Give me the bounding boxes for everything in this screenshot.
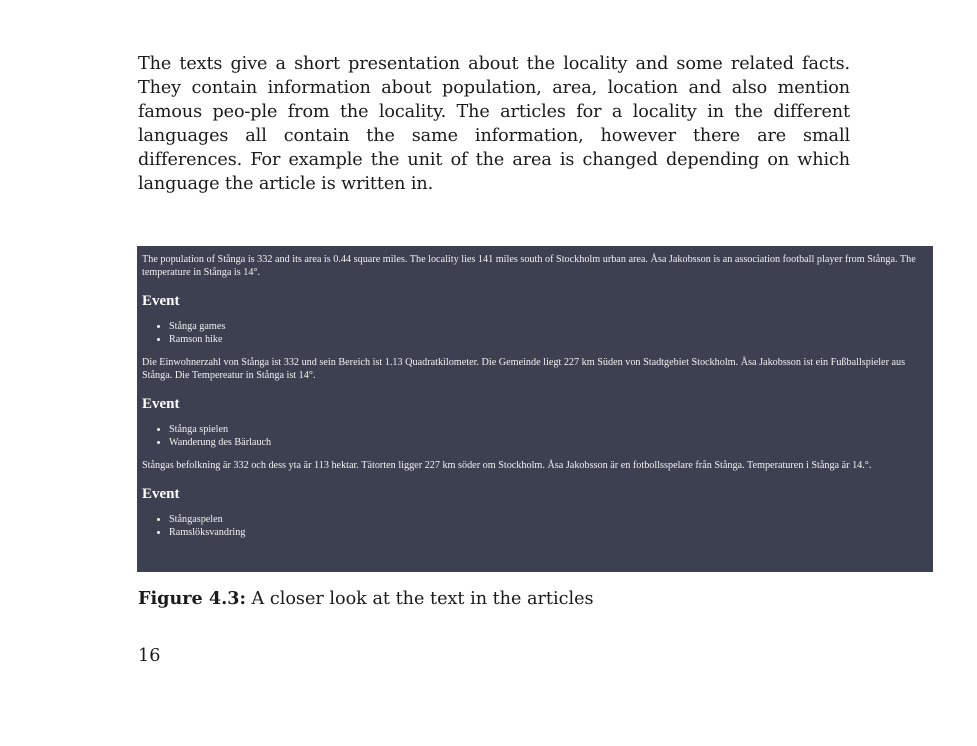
english-event-list — [142, 320, 928, 346]
english-event-item: • Ramson hike — [169, 333, 928, 346]
english-event-item: • Stånga games — [169, 320, 928, 333]
swedish-event-list — [142, 513, 928, 539]
swedish-event-item: • Stångaspelen — [169, 513, 928, 526]
intro-paragraph: The texts give a short presentation about the locality and some related facts. They contain information about population, area, location and also mention famous peo-ple from the locality. The articles for a locality in the different languages all contain the same information, however there are small differences. For example the unit of the area is changed depending on which language the article is written in. — [138, 54, 850, 194]
figure-caption-label: Figure 4.3: — [138, 588, 246, 609]
swedish-article-paragraph: Stångas befolkning är 332 och dess yta är 113 hektar. Tätorten ligger 227 km söder om Stockholm. Åsa Jakobsson är en fotbollsspelare från Stånga. Temperaturen i Stånga är 14.°. — [142, 460, 872, 471]
german-article-paragraph: Die Einwohnerzahl von Stånga ist 332 und sein Bereich ist 1.13 Quadratkilometer. Die Gemeinde liegt 227 km Süden von Stadtgebiet Stockholm. Åsa Jakobsson ist ein Fußballspieler aus Stånga. Die Tempereatur in Stånga ist 14°. — [142, 357, 906, 381]
page-number: 16 — [138, 646, 161, 666]
swedish-event-item: • Ramslöksvandring — [169, 526, 928, 539]
swedish-event-heading: Event — [142, 486, 180, 502]
german-event-list — [142, 423, 928, 449]
english-event-heading: Event — [142, 293, 180, 309]
german-event-item: • Stånga spielen — [169, 423, 928, 436]
german-event-heading: Event — [142, 396, 180, 412]
english-article-paragraph: The population of Stånga is 332 and its area is 0.44 square miles. The locality lies 141 miles south of Stockholm urban area. Åsa Jakobsson is an association football player from Stånga. The temperature in Stånga is 14°. — [142, 254, 916, 278]
figure-caption — [138, 587, 594, 611]
german-event-item: • Wanderung des Bärlauch — [169, 436, 928, 449]
figure-caption-text: A closer look at the text in the articles — [245, 589, 594, 609]
figure-article-text-box — [137, 246, 933, 572]
